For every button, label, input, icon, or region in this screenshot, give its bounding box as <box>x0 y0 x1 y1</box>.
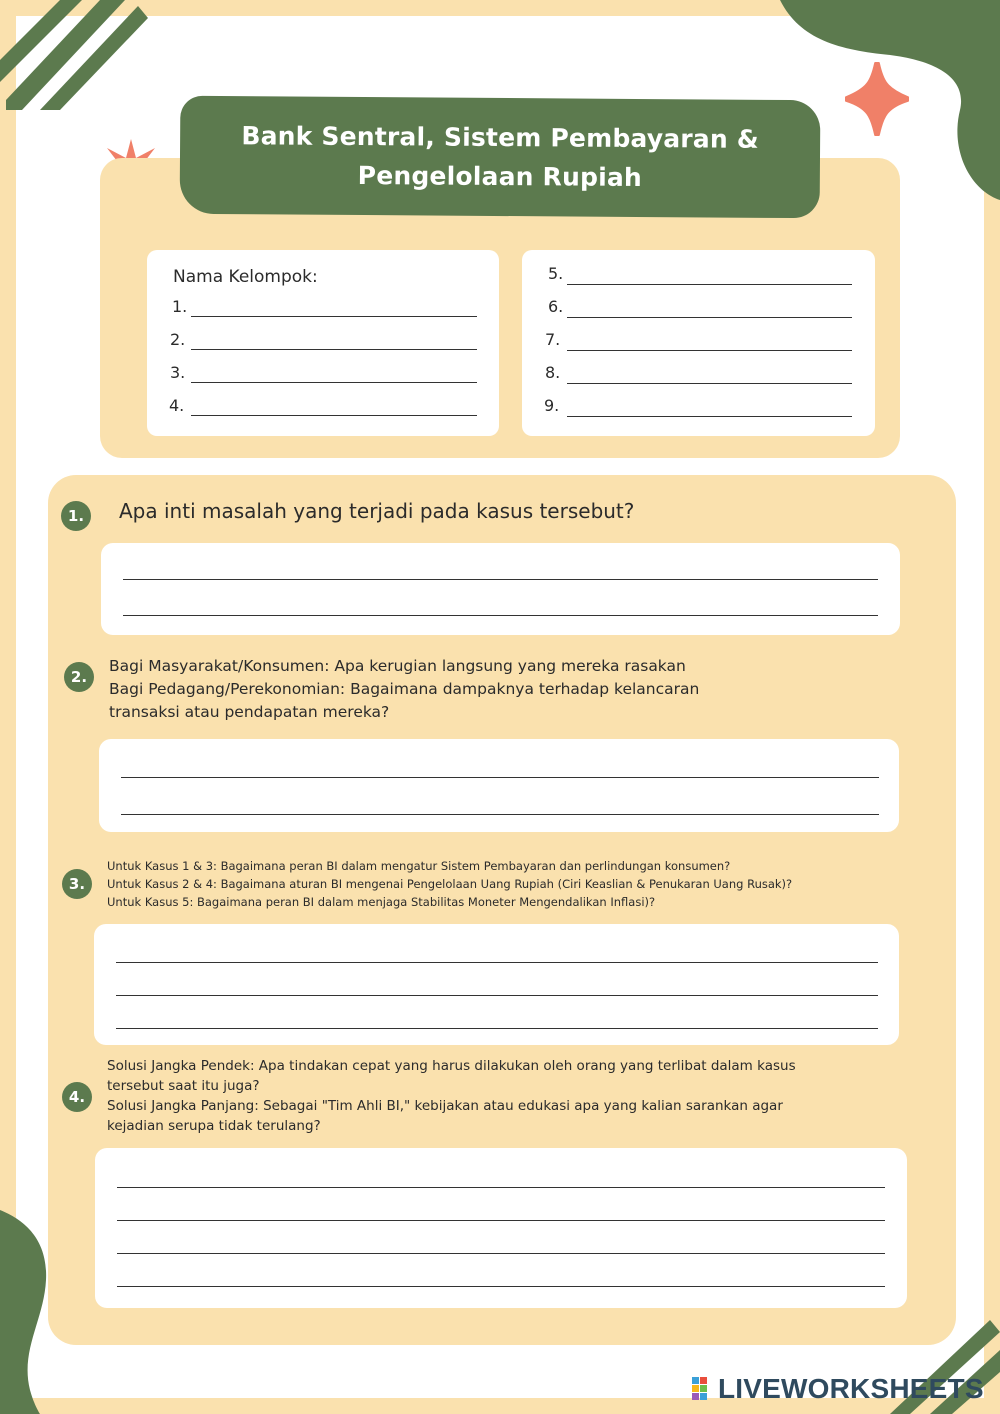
question-line: kejadian serupa tidak terulang? <box>107 1118 321 1134</box>
question-line: Untuk Kasus 2 & 4: Bagaimana aturan BI mengenai Pengelolaan Uang Rupiah (Ciri Keaslian & Penukaran Uang Rusak)? <box>107 877 793 891</box>
question-line: Untuk Kasus 1 & 3: Bagaimana peran BI dalam mengatur Sistem Pembayaran dan perlindungan konsumen? <box>107 859 731 873</box>
page-title-line2: Pengelolaan Rupiah <box>357 161 643 192</box>
answer-line[interactable] <box>117 1253 885 1254</box>
answer-line[interactable] <box>116 1028 878 1029</box>
answer-box-3[interactable] <box>94 924 899 1045</box>
member-number: 4. <box>169 396 185 415</box>
page-title <box>230 116 771 198</box>
answer-line[interactable] <box>123 615 878 616</box>
question-line: Bagi Pedagang/Perekonomian: Bagaimana dampaknya terhadap kelancaran <box>109 680 700 698</box>
question-number-badge: 4. <box>62 1082 92 1112</box>
answer-box-4[interactable] <box>95 1148 907 1308</box>
answer-line[interactable] <box>117 1286 885 1287</box>
question-line: Apa inti masalah yang terjadi pada kasus tersebut? <box>119 499 635 523</box>
member-name-field[interactable] <box>191 349 477 350</box>
answer-line[interactable] <box>117 1220 885 1221</box>
question-line: Solusi Jangka Pendek: Apa tindakan cepat yang harus dilakukan oleh orang yang terlibat dalam kasus <box>107 1058 796 1074</box>
answer-line[interactable] <box>123 579 878 580</box>
liveworksheets-logo <box>692 1374 984 1404</box>
answer-line[interactable] <box>121 777 879 778</box>
question-line: tersebut saat itu juga? <box>107 1078 260 1094</box>
question-1-text <box>119 497 634 525</box>
question-number-badge: 3. <box>62 869 92 899</box>
group-name-label: Nama Kelompok: <box>173 267 318 287</box>
question-number-badge: 1. <box>61 501 91 531</box>
member-number: 6. <box>548 297 564 316</box>
member-name-field[interactable] <box>191 415 477 416</box>
question-number-badge: 2. <box>64 662 94 692</box>
top-left-leaf-decoration <box>0 0 150 110</box>
member-name-field[interactable] <box>191 382 477 383</box>
member-number: 7. <box>545 330 561 349</box>
group-names-left-box <box>147 250 499 436</box>
answer-line[interactable] <box>116 962 878 963</box>
member-name-field[interactable] <box>567 284 852 285</box>
question-2-text <box>109 655 699 724</box>
answer-line[interactable] <box>116 995 878 996</box>
member-name-field[interactable] <box>567 350 852 351</box>
answer-line[interactable] <box>117 1187 885 1188</box>
member-name-field[interactable] <box>567 416 852 417</box>
member-name-field[interactable] <box>191 316 477 317</box>
coral-sparkle-icon <box>845 62 909 136</box>
liveworksheets-brand: LIVEWORKSHEETS <box>718 1373 984 1404</box>
member-number: 2. <box>170 330 186 349</box>
member-number: 8. <box>545 363 561 382</box>
question-3-text <box>107 857 792 911</box>
question-line: Solusi Jangka Panjang: Sebagai "Tim Ahli BI," kebijakan atau edukasi apa yang kalian sarankan agar <box>107 1098 783 1114</box>
group-names-right-box <box>522 250 875 436</box>
question-line: transaksi atau pendapatan mereka? <box>109 703 390 721</box>
member-number: 1. <box>172 297 188 316</box>
title-banner <box>180 96 821 218</box>
liveworksheets-logo-icon <box>692 1377 716 1401</box>
member-name-field[interactable] <box>567 317 852 318</box>
member-number: 9. <box>544 396 560 415</box>
question-line: Bagi Masyarakat/Konsumen: Apa kerugian langsung yang mereka rasakan <box>109 657 686 675</box>
member-number: 3. <box>170 363 186 382</box>
member-name-field[interactable] <box>567 383 852 384</box>
page-title-line1: Bank Sentral, Sistem Pembayaran & <box>241 121 759 154</box>
member-number: 5. <box>548 264 564 283</box>
answer-box-2[interactable] <box>99 739 899 832</box>
answer-box-1[interactable] <box>101 543 900 635</box>
answer-line[interactable] <box>121 814 879 815</box>
question-line: Untuk Kasus 5: Bagaimana peran BI dalam menjaga Stabilitas Moneter Mengendalikan Inflasi)? <box>107 895 656 909</box>
question-4-text <box>107 1056 796 1136</box>
